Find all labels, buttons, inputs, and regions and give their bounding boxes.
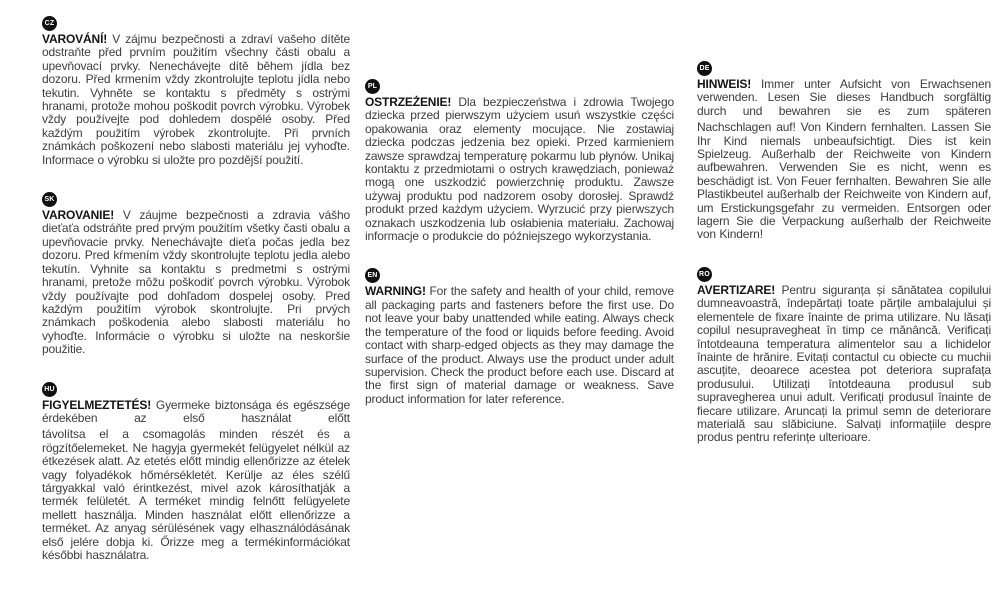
warning-text-de-1: Immer unter Aufsicht von Erwachsenen verwenden. Lesen Sie dieses Handbuch sorgfältig durch und bewahren sie es zum späteren	[697, 77, 991, 118]
warning-text-ro: Pentru siguranța și sănătatea copilului dumneavoastră, îndepărtați toate părțile ambalajului și elementele de fixare înainte de prima utilizare. Nu lăsați copilul nesupravegheat în timp ce mănâncă. Verificați întotdeauna temperatura alimentelor sau a lichidelor înainte de hrănire. Evitați contactul cu obiecte cu muchii ascuțite, deoarece acestea pot deteriora suprafața produsului. Utilizați întotdeauna produsul sub supravegherea unui adult. Verificați produsul înainte de fiecare utilizare. Aruncați la primul semn de deteriorare materială sau slăbiciune. Salvați informațiile despre produs pentru referințe ulterioare.	[697, 282, 991, 445]
warning-heading-cz: VAROVÁNÍ!	[42, 32, 108, 46]
warning-heading-pl: OSTRZEŻENIE!	[365, 95, 452, 109]
warning-paragraph	[365, 96, 674, 243]
warning-text-hu-1: Gyermeke biztonsága és egészsége érdekében az első használat előtt	[42, 397, 351, 425]
warning-text-hu-2: távolítsa el a csomagolás minden részét és a rögzítőelemeket. Ne hagyja gyermekét felügyelet nélkül az étkezések alatt. Az etetés előtt mindig ellenőrizze az ételek vagy folyadékok hőmérsékletét. Kerülje az éles szélű tárgyakkal való érintkezést, mivel azok károsíthatják a termék felületét. A terméket mindig felnőtt felügyelete mellett használja. Minden használat előtt ellenőrizze a terméket. Az anyag sérülésének vagy elhasználódásának első jelére dobja ki. Őrizze meg a termékinformációkat későbbi használatra.	[42, 427, 350, 562]
warning-section-ro	[697, 263, 991, 445]
warning-heading-sk: VAROVANIE!	[42, 208, 115, 223]
warning-section-hu	[42, 378, 350, 563]
warning-paragraph	[697, 284, 991, 445]
warning-heading-ro: AVERTIZARE!	[697, 282, 776, 297]
warning-paragraph	[697, 78, 991, 118]
warning-section-cz	[42, 12, 350, 167]
language-badge-cz: CZ	[42, 16, 57, 31]
warning-paragraph	[42, 399, 350, 426]
warning-heading-de: HINWEIS!	[697, 77, 752, 91]
column-left	[42, 12, 350, 562]
warning-paragraph	[697, 121, 991, 242]
language-badge-pl: PL	[365, 79, 380, 94]
warning-paragraph	[365, 285, 674, 406]
warning-text-de-2: Nachschlagen auf! Von Kindern fernhalten. Lassen Sie Ihr Kind niemals unbeaufsichtigt. Dies ist kein Spielzeug. Außerhalb der Reichweite von Kindern aufbewahren. Verwenden Sie es nicht, wenn es beschädigt ist. Von Feuer fernhalten. Bewahren Sie alle Plastikbeutel außerhalb der Reichweite von Kindern auf, um Erstickungsgefahr zu vermeiden. Entsorgen oder lagern Sie die Verpackung außerhalb der Reichweite von Kindern!	[697, 120, 991, 242]
warning-paragraph	[42, 209, 350, 356]
language-badge-en: EN	[365, 268, 380, 283]
language-badge-ro: RO	[697, 267, 712, 282]
warning-section-en	[365, 264, 674, 406]
warning-heading-en: WARNING!	[365, 284, 426, 299]
language-badge-hu: HU	[42, 382, 57, 397]
warning-text-cz: V zájmu bezpečnosti a zdraví vašeho dítěte odstraňte před prvním použitím všechny části obalu a upevňovací prvky. Nenechávejte dítě během jídla bez dozoru. Před krmením vždy zkontrolujte teplotu jídla nebo tekutin. Vyhněte se kontaktu s předměty s ostrými hranami, protože mohou poškodit povrch výrobku. Výrobek vždy používejte pod dohledem dospělé osoby. Před každým použitím výrobek zkontrolujte. Při prvních známkách poškození nebo slabosti materiálu jej vyhoďte. Informace o výrobku si uložte pro pozdější použití.	[42, 32, 350, 167]
language-badge-sk: SK	[42, 192, 57, 207]
warning-section-pl	[365, 75, 674, 243]
warning-paragraph	[42, 33, 350, 167]
warning-heading-hu: FIGYELMEZTETÉS!	[42, 397, 152, 412]
warning-section-sk	[42, 188, 350, 356]
warning-section-de	[697, 57, 991, 242]
warning-text-pl: Dla bezpieczeństwa i zdrowia Twojego dziecka przed pierwszym użyciem usuń wszystkie części opakowania oraz elementy mocujące. Nie zostawiaj dziecka podczas jedzenia bez opieki. Przed karmieniem zawsze sprawdzaj temperaturę pokarmu lub płynów. Unikaj kontaktu z przedmiotami o ostrych krawędziach, ponieważ mogą one uszkodzić powierzchnię produktu. Zawsze używaj produktu pod nadzorem osoby dorosłej. Sprawdź produkt przed każdym użyciem. Wyrzucić przy pierwszych oznakach uszkodzenia lub osłabienia materiału. Zachowaj informacje o produkcie do późniejszego wykorzystania.	[365, 95, 674, 244]
column-right	[697, 57, 991, 445]
language-badge-de: DE	[697, 61, 712, 76]
column-middle	[365, 75, 674, 406]
warning-text-sk: V záujme bezpečnosti a zdravia vášho dieťaťa odstráňte pred prvým použitím všetky časti obalu a upevňovacie prvky. Nenechávajte dieťa počas jedla bez dozoru. Pred kŕmením vždy skontrolujte teplotu jedla alebo tekutín. Vyhnite sa kontaktu s predmetmi s ostrými hranami, pretože môžu poškodiť povrch výrobku. Výrobok vždy používajte pod dohľadom dospelej osoby. Pred každým použitím výrobok skontrolujte. Pri prvých známkach poškodenia alebo slabosti materiálu ho vyhoďte. Informácie o výrobku si uložte na neskoršie použitie.	[42, 208, 350, 357]
warning-text-en: For the safety and health of your child, remove all packaging parts and fasteners before the first use. Do not leave your baby unattended while eating. Always check the temperature of the food or liquids before feeding. Avoid contact with sharp-edged objects as they may damage the surface of the product. Always use the product under adult supervision. Check the product before each use. Discard at the first sign of material damage or weakness. Save product information for later reference.	[365, 284, 674, 406]
warning-paragraph	[42, 428, 350, 562]
